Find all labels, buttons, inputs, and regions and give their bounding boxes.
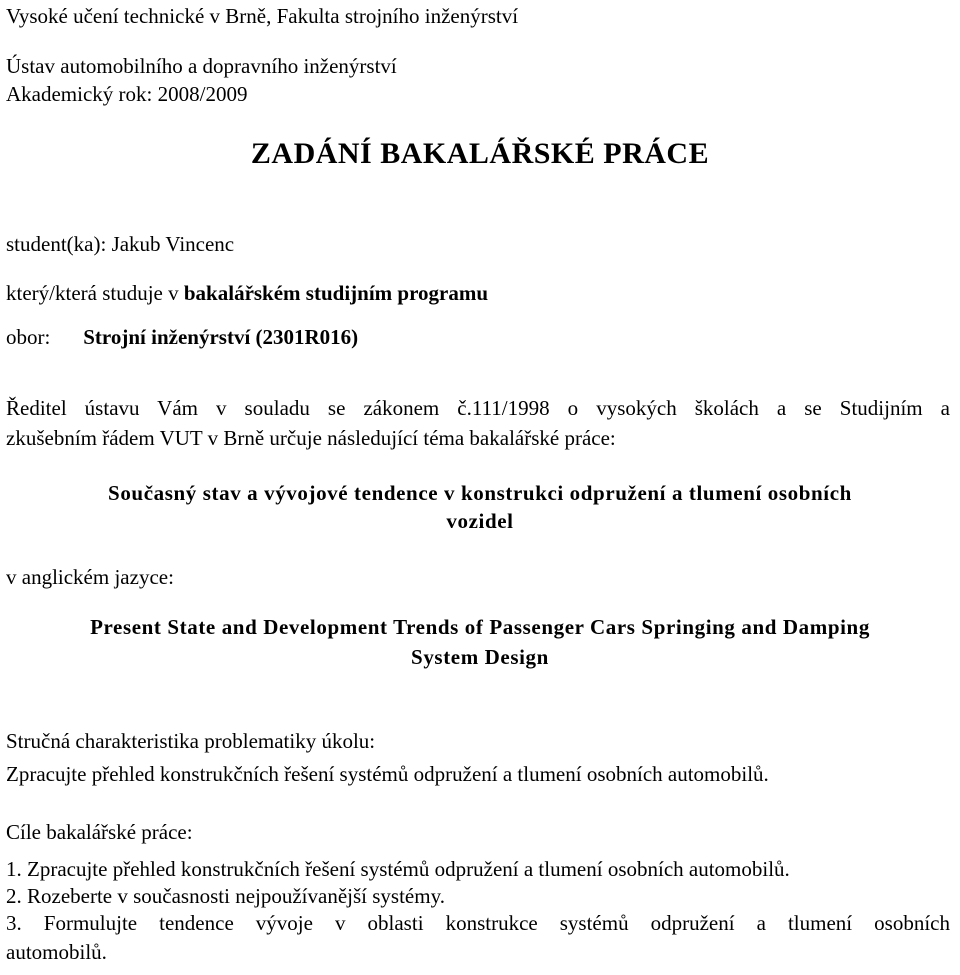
university-header: Vysoké učení technické v Brně, Fakulta strojního inženýrství xyxy=(6,4,519,28)
field-name: Strojní inženýrství (2301R016) xyxy=(83,325,359,349)
english-label: v anglickém jazyce: xyxy=(6,565,174,589)
student-name: Jakub Vincenc xyxy=(111,232,235,256)
topic-en-line-2: System Design xyxy=(411,645,549,669)
goal-item-3-line-2: automobilů. xyxy=(6,940,107,964)
field-label: obor: xyxy=(6,325,51,349)
goal-item-2: 2. Rozeberte v současnosti nejpoužívanější systémy. xyxy=(6,884,445,908)
program-name: bakalářském studijním programu xyxy=(183,281,489,305)
program-line xyxy=(6,280,488,306)
characteristics-heading: Stručná charakteristika problematiky úkolu: xyxy=(6,729,376,753)
field-line xyxy=(6,324,358,350)
program-prefix: který/která studuje v xyxy=(6,281,179,305)
topic-en-line-1: Present State and Development Trends of Passenger Cars Springing and Damping xyxy=(90,615,870,639)
topic-cz-line-2: vozidel xyxy=(446,509,514,533)
topic-cz-line-1: Současný stav a vývojové tendence v konstrukci odpružení a tlumení osobních xyxy=(108,481,852,505)
student-line xyxy=(6,231,234,257)
goal-item-1: 1. Zpracujte přehled konstrukčních řešení systémů odpružení a tlumení osobních automobilů. xyxy=(6,857,790,881)
intro-line-2: zkušebním řádem VUT v Brně určuje následující téma bakalářské práce: xyxy=(6,426,616,450)
goals-heading: Cíle bakalářské práce: xyxy=(6,820,193,844)
characteristics-text: Zpracujte přehled konstrukčních řešení systémů odpružení a tlumení osobních automobilů. xyxy=(6,762,769,786)
academic-year: Akademický rok: 2008/2009 xyxy=(6,82,248,106)
student-label: student(ka): xyxy=(6,232,107,256)
institute-name: Ústav automobilního a dopravního inženýrství xyxy=(6,54,397,78)
intro-line-1: Ředitel ústavu Vám v souladu se zákonem č.111/1998 o vysokých školách a se Studijním a xyxy=(6,396,950,420)
goal-item-3-line-1: 3. Formulujte tendence vývoje v oblasti konstrukce systémů odpružení a tlumení osobních xyxy=(6,911,950,935)
document-title: ZADÁNÍ BAKALÁŘSKÉ PRÁCE xyxy=(250,137,710,170)
